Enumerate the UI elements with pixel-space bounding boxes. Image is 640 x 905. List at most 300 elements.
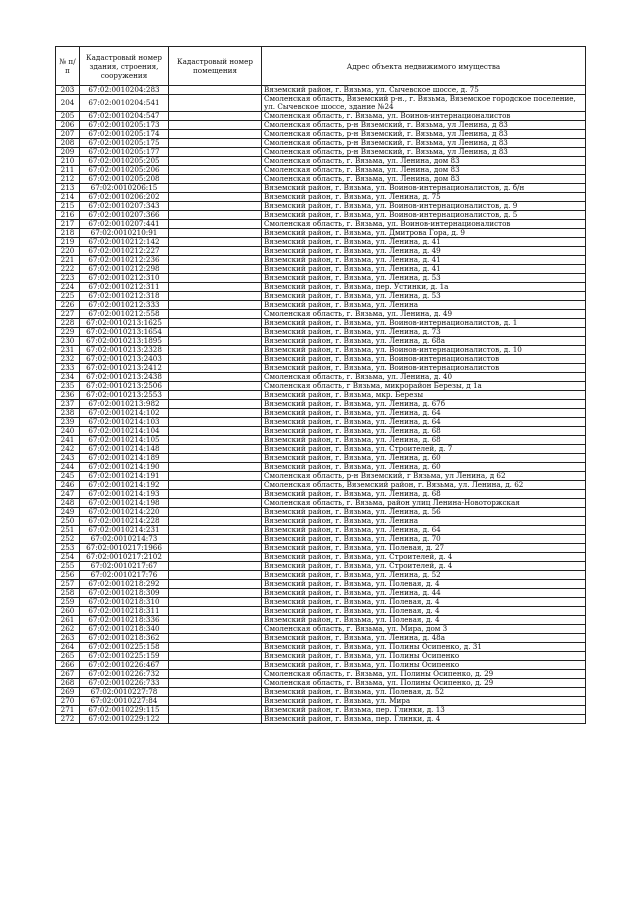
table-row bbox=[56, 283, 586, 292]
row-number: 241 bbox=[56, 436, 80, 445]
address-cell: Вяземский район, г. Вязьма, ул. Ленина, д. 73 bbox=[262, 328, 586, 337]
row-number: 220 bbox=[56, 247, 80, 256]
address-cell: Вяземский район, г. Вязьма, ул. Ленина bbox=[262, 517, 586, 526]
room-number-cell bbox=[169, 175, 262, 184]
room-number-cell bbox=[169, 490, 262, 499]
address-cell: Смоленская область, г. Вязьма, ул. Ленина, д. 40 bbox=[262, 373, 586, 382]
row-number: 260 bbox=[56, 607, 80, 616]
property-table bbox=[55, 46, 586, 724]
address-cell: Смоленская область, р-н Вяземский, г Вязьма, ул Ленина, д 62 bbox=[262, 472, 586, 481]
address-cell: Вяземский район, г. Вязьма, ул. Воинов-интернационалистов, д. 5 bbox=[262, 211, 586, 220]
address-cell: Вяземский район, г. Вязьма, ул. Сычевское шоссе, д. 75 bbox=[262, 86, 586, 95]
address-cell: Вяземский район, г. Вязьма, ул. Воинов-интернационалистов, д. 10 bbox=[262, 346, 586, 355]
address-cell: Вяземский район, г. Вязьма, ул. Полины Осипенко, д. 31 bbox=[262, 643, 586, 652]
row-number: 229 bbox=[56, 328, 80, 337]
table-row bbox=[56, 706, 586, 715]
room-number-cell bbox=[169, 355, 262, 364]
row-number: 215 bbox=[56, 202, 80, 211]
table-row bbox=[56, 445, 586, 454]
cadastral-number-cell: 67:02:0010205:205 bbox=[80, 157, 169, 166]
row-number: 271 bbox=[56, 706, 80, 715]
cadastral-number-cell: 67:02:0010212:142 bbox=[80, 238, 169, 247]
header-cadastral-building: Кадастровый номер здания, строения, сооружения bbox=[80, 47, 169, 86]
address-cell: Вяземский район, г. Вязьма, ул. Ленина, д. 64 bbox=[262, 418, 586, 427]
room-number-cell bbox=[169, 454, 262, 463]
row-number: 262 bbox=[56, 625, 80, 634]
cadastral-number-cell: 67:02:0010217:2102 bbox=[80, 553, 169, 562]
room-number-cell bbox=[169, 112, 262, 121]
cadastral-number-cell: 67:02:0010214:220 bbox=[80, 508, 169, 517]
address-cell: Смоленская область, г. Вязьма, ул. Ленина, д. 49 bbox=[262, 310, 586, 319]
cadastral-number-cell: 67:02:0010226:467 bbox=[80, 661, 169, 670]
table-row bbox=[56, 481, 586, 490]
row-number: 228 bbox=[56, 319, 80, 328]
table-row bbox=[56, 274, 586, 283]
cadastral-number-cell: 67:02:0010214:228 bbox=[80, 517, 169, 526]
address-cell: Вяземский район, г. Вязьма, ул. Ленина, д. 68 bbox=[262, 436, 586, 445]
row-number: 264 bbox=[56, 643, 80, 652]
address-cell: Вяземский район, г. Вязьма, ул. Ленина, д. 60 bbox=[262, 454, 586, 463]
row-number: 236 bbox=[56, 391, 80, 400]
room-number-cell bbox=[169, 319, 262, 328]
address-cell: Смоленская область, г Вязьма, микрорайон Березы, д 1а bbox=[262, 382, 586, 391]
room-number-cell bbox=[169, 148, 262, 157]
table-row bbox=[56, 607, 586, 616]
address-cell: Вяземский район, г. Вязьма, ул. Полевая, д. 4 bbox=[262, 580, 586, 589]
room-number-cell bbox=[169, 86, 262, 95]
row-number: 243 bbox=[56, 454, 80, 463]
cadastral-number-cell: 67:02:0010214:189 bbox=[80, 454, 169, 463]
cadastral-number-cell: 67:02:0010213:2328 bbox=[80, 346, 169, 355]
row-number: 270 bbox=[56, 697, 80, 706]
table-row bbox=[56, 175, 586, 184]
room-number-cell bbox=[169, 481, 262, 490]
room-number-cell bbox=[169, 229, 262, 238]
room-number-cell bbox=[169, 643, 262, 652]
room-number-cell bbox=[169, 292, 262, 301]
cadastral-number-cell: 67:02:0010205:206 bbox=[80, 166, 169, 175]
room-number-cell bbox=[169, 202, 262, 211]
row-number: 231 bbox=[56, 346, 80, 355]
room-number-cell bbox=[169, 382, 262, 391]
table-row bbox=[56, 499, 586, 508]
room-number-cell bbox=[169, 535, 262, 544]
cadastral-number-cell: 67:02:0010205:175 bbox=[80, 139, 169, 148]
cadastral-number-cell: 67:02:0010207:441 bbox=[80, 220, 169, 229]
cadastral-number-cell: 67:02:0010205:174 bbox=[80, 130, 169, 139]
address-cell: Смоленская область, р-н Вяземский, г. Вязьма, ул Ленина, д 83 bbox=[262, 121, 586, 130]
table-row bbox=[56, 193, 586, 202]
row-number: 267 bbox=[56, 670, 80, 679]
header-address: Адрес объекта недвижимого имущества bbox=[262, 47, 586, 86]
table-row bbox=[56, 562, 586, 571]
table-row bbox=[56, 382, 586, 391]
row-number: 207 bbox=[56, 130, 80, 139]
row-number: 255 bbox=[56, 562, 80, 571]
table-row bbox=[56, 526, 586, 535]
cadastral-number-cell: 67:02:0010214:105 bbox=[80, 436, 169, 445]
row-number: 253 bbox=[56, 544, 80, 553]
cadastral-number-cell: 67:02:0010205:208 bbox=[80, 175, 169, 184]
cadastral-number-cell: 67:02:0010213:2403 bbox=[80, 355, 169, 364]
room-number-cell bbox=[169, 166, 262, 175]
room-number-cell bbox=[169, 580, 262, 589]
table-row bbox=[56, 292, 586, 301]
table-row bbox=[56, 184, 586, 193]
row-number: 233 bbox=[56, 364, 80, 373]
room-number-cell bbox=[169, 634, 262, 643]
address-cell: Вяземский район, г. Вязьма, мкр. Березы bbox=[262, 391, 586, 400]
table-row bbox=[56, 328, 586, 337]
room-number-cell bbox=[169, 328, 262, 337]
address-cell: Вяземский район, г. Вязьма, ул. Воинов-интернационалистов, д. 9 bbox=[262, 202, 586, 211]
address-cell: Вяземский район, г. Вязьма, ул. Ленина, д. 68 bbox=[262, 427, 586, 436]
cadastral-number-cell: 67:02:0010213:2412 bbox=[80, 364, 169, 373]
room-number-cell bbox=[169, 625, 262, 634]
address-cell: Вяземский район, г. Вязьма, ул. Ленина, д. 53 bbox=[262, 292, 586, 301]
address-cell: Вяземский район, г. Вязьма, ул. Воинов-интернационалистов bbox=[262, 355, 586, 364]
table-row bbox=[56, 544, 586, 553]
row-number: 203 bbox=[56, 86, 80, 95]
table-row bbox=[56, 598, 586, 607]
room-number-cell bbox=[169, 652, 262, 661]
table-row bbox=[56, 319, 586, 328]
address-cell: Вяземский район, г. Вязьма, ул. Мира bbox=[262, 697, 586, 706]
room-number-cell bbox=[169, 373, 262, 382]
row-number: 240 bbox=[56, 427, 80, 436]
address-cell: Вяземский район, г. Вязьма, ул. Строителей, д. 4 bbox=[262, 562, 586, 571]
row-number: 242 bbox=[56, 445, 80, 454]
address-cell: Вяземский район, г. Вязьма, ул. Ленина, д. 70 bbox=[262, 535, 586, 544]
cadastral-number-cell: 67:02:0010214:198 bbox=[80, 499, 169, 508]
address-cell: Вяземский район, г. Вязьма, ул. Ленина, д. 64 bbox=[262, 409, 586, 418]
address-cell: Вяземский район, г. Вязьма, ул. Ленина, д. 44 bbox=[262, 589, 586, 598]
cadastral-number-cell: 67:02:0010213:1895 bbox=[80, 337, 169, 346]
table-row bbox=[56, 157, 586, 166]
address-cell: Смоленская область, г. Вязьма, ул. Полины Осипенко, д. 29 bbox=[262, 679, 586, 688]
room-number-cell bbox=[169, 436, 262, 445]
table-row bbox=[56, 679, 586, 688]
room-number-cell bbox=[169, 706, 262, 715]
cadastral-number-cell: 67:02:0010212:298 bbox=[80, 265, 169, 274]
room-number-cell bbox=[169, 364, 262, 373]
table-row bbox=[56, 400, 586, 409]
header-num: № п/п bbox=[56, 47, 80, 86]
cadastral-number-cell: 67:02:0010214:103 bbox=[80, 418, 169, 427]
room-number-cell bbox=[169, 616, 262, 625]
address-cell: Вяземский район, г. Вязьма, ул. Дмитрова Гора, д. 9 bbox=[262, 229, 586, 238]
cadastral-number-cell: 67:02:0010229:122 bbox=[80, 715, 169, 724]
address-cell: Вяземский район, г. Вязьма, ул. Полевая, д. 4 bbox=[262, 607, 586, 616]
room-number-cell bbox=[169, 391, 262, 400]
document-page bbox=[55, 46, 585, 724]
table-row bbox=[56, 229, 586, 238]
cadastral-number-cell: 67:02:0010205:173 bbox=[80, 121, 169, 130]
address-cell: Вяземский район, г. Вязьма, ул. Полины Осипенко bbox=[262, 661, 586, 670]
table-row bbox=[56, 652, 586, 661]
room-number-cell bbox=[169, 607, 262, 616]
room-number-cell bbox=[169, 130, 262, 139]
table-row bbox=[56, 643, 586, 652]
row-number: 227 bbox=[56, 310, 80, 319]
table-row bbox=[56, 688, 586, 697]
room-number-cell bbox=[169, 409, 262, 418]
table-row bbox=[56, 95, 586, 112]
address-cell: Смоленская область, г. Вязьма, ул. Ленина, дом 83 bbox=[262, 166, 586, 175]
cadastral-number-cell: 67:02:0010217:67 bbox=[80, 562, 169, 571]
address-cell: Смоленская область, г. Вязьма, ул. Воинов-интернационалистов bbox=[262, 220, 586, 229]
address-cell: Вяземский район, г. Вязьма, ул. Ленина, д. 41 bbox=[262, 238, 586, 247]
address-cell: Смоленская область, г. Вязьма, район улиц Ленина-Новоторжская bbox=[262, 499, 586, 508]
table-row bbox=[56, 418, 586, 427]
cadastral-number-cell: 67:02:0010213:1654 bbox=[80, 328, 169, 337]
table-row bbox=[56, 436, 586, 445]
room-number-cell bbox=[169, 184, 262, 193]
row-number: 204 bbox=[56, 95, 80, 112]
cadastral-number-cell: 67:02:0010218:340 bbox=[80, 625, 169, 634]
address-cell: Вяземский район, г. Вязьма, пер. Устинки, д. 1а bbox=[262, 283, 586, 292]
table-row bbox=[56, 625, 586, 634]
row-number: 226 bbox=[56, 301, 80, 310]
room-number-cell bbox=[169, 139, 262, 148]
room-number-cell bbox=[169, 256, 262, 265]
address-cell: Смоленская область, г. Вязьма, ул. Воинов-интернационалистов bbox=[262, 112, 586, 121]
cadastral-number-cell: 67:02:0010226:732 bbox=[80, 670, 169, 679]
row-number: 249 bbox=[56, 508, 80, 517]
table-row bbox=[56, 346, 586, 355]
row-number: 222 bbox=[56, 265, 80, 274]
address-cell: Вяземский район, г. Вязьма, ул. Полевая, д. 27 bbox=[262, 544, 586, 553]
room-number-cell bbox=[169, 157, 262, 166]
row-number: 210 bbox=[56, 157, 80, 166]
room-number-cell bbox=[169, 472, 262, 481]
address-cell: Вяземский район, г. Вязьма, ул. Полевая, д. 4 bbox=[262, 598, 586, 607]
row-number: 239 bbox=[56, 418, 80, 427]
row-number: 212 bbox=[56, 175, 80, 184]
table-row bbox=[56, 409, 586, 418]
address-cell: Вяземский район, г. Вязьма, пер. Глинки, д. 4 bbox=[262, 715, 586, 724]
cadastral-number-cell: 67:02:0010218:309 bbox=[80, 589, 169, 598]
table-row bbox=[56, 364, 586, 373]
cadastral-number-cell: 67:02:0010212:318 bbox=[80, 292, 169, 301]
cadastral-number-cell: 67:02:0010225:158 bbox=[80, 643, 169, 652]
address-cell: Вяземский район, г. Вязьма, ул. Ленина, д. 49 bbox=[262, 247, 586, 256]
room-number-cell bbox=[169, 346, 262, 355]
row-number: 256 bbox=[56, 571, 80, 580]
cadastral-number-cell: 67:02:0010217:76 bbox=[80, 571, 169, 580]
cadastral-number-cell: 67:02:0010204:547 bbox=[80, 112, 169, 121]
row-number: 244 bbox=[56, 463, 80, 472]
address-cell: Вяземский район, г. Вязьма, ул. Ленина, д. 64 bbox=[262, 526, 586, 535]
header-cadastral-room: Кадастровый номер помещения bbox=[169, 47, 262, 86]
cadastral-number-cell: 67:02:0010227:78 bbox=[80, 688, 169, 697]
row-number: 247 bbox=[56, 490, 80, 499]
table-body bbox=[56, 86, 586, 724]
address-cell: Смоленская область, р-н Вяземский, г. Вязьма, ул Ленина, д 83 bbox=[262, 139, 586, 148]
address-cell: Вяземский район, г. Вязьма, ул. Ленина, д. 41 bbox=[262, 265, 586, 274]
row-number: 214 bbox=[56, 193, 80, 202]
table-row bbox=[56, 310, 586, 319]
cadastral-number-cell: 67:02:0010213:982 bbox=[80, 400, 169, 409]
room-number-cell bbox=[169, 598, 262, 607]
row-number: 232 bbox=[56, 355, 80, 364]
row-number: 272 bbox=[56, 715, 80, 724]
address-cell: Вяземский район, г. Вязьма, ул. Строителей, д. 7 bbox=[262, 445, 586, 454]
address-cell: Вяземский район, г. Вязьма, ул. Ленина, д. 53 bbox=[262, 274, 586, 283]
row-number: 223 bbox=[56, 274, 80, 283]
room-number-cell bbox=[169, 517, 262, 526]
row-number: 234 bbox=[56, 373, 80, 382]
table-row bbox=[56, 220, 586, 229]
cadastral-number-cell: 67:02:0010213:2506 bbox=[80, 382, 169, 391]
room-number-cell bbox=[169, 193, 262, 202]
room-number-cell bbox=[169, 661, 262, 670]
room-number-cell bbox=[169, 499, 262, 508]
row-number: 219 bbox=[56, 238, 80, 247]
row-number: 263 bbox=[56, 634, 80, 643]
room-number-cell bbox=[169, 688, 262, 697]
address-cell: Смоленская область, Вяземский район, г. Вязьма, ул. Ленина, д. 62 bbox=[262, 481, 586, 490]
row-number: 211 bbox=[56, 166, 80, 175]
cadastral-number-cell: 67:02:0010214:191 bbox=[80, 472, 169, 481]
room-number-cell bbox=[169, 211, 262, 220]
room-number-cell bbox=[169, 400, 262, 409]
table-row bbox=[56, 166, 586, 175]
cadastral-number-cell: 67:02:0010218:336 bbox=[80, 616, 169, 625]
row-number: 217 bbox=[56, 220, 80, 229]
address-cell: Вяземский район, г. Вязьма, пер. Глинки, д. 13 bbox=[262, 706, 586, 715]
cadastral-number-cell: 67:02:0010218:311 bbox=[80, 607, 169, 616]
address-cell: Вяземский район, г. Вязьма, ул. Ленина, д. 52 bbox=[262, 571, 586, 580]
room-number-cell bbox=[169, 283, 262, 292]
room-number-cell bbox=[169, 220, 262, 229]
row-number: 216 bbox=[56, 211, 80, 220]
row-number: 251 bbox=[56, 526, 80, 535]
cadastral-number-cell: 67:02:0010206:15 bbox=[80, 184, 169, 193]
room-number-cell bbox=[169, 274, 262, 283]
room-number-cell bbox=[169, 265, 262, 274]
cadastral-number-cell: 67:02:0010204:541 bbox=[80, 95, 169, 112]
address-cell: Смоленская область, г. Вязьма, ул. Полины Осипенко, д. 29 bbox=[262, 670, 586, 679]
cadastral-number-cell: 67:02:0010213:2438 bbox=[80, 373, 169, 382]
row-number: 245 bbox=[56, 472, 80, 481]
row-number: 248 bbox=[56, 499, 80, 508]
table-row bbox=[56, 337, 586, 346]
row-number: 250 bbox=[56, 517, 80, 526]
row-number: 258 bbox=[56, 589, 80, 598]
row-number: 206 bbox=[56, 121, 80, 130]
row-number: 246 bbox=[56, 481, 80, 490]
address-cell: Смоленская область, р-н Вяземский, г. Вязьма, ул Ленина, д 83 bbox=[262, 148, 586, 157]
room-number-cell bbox=[169, 418, 262, 427]
table-row bbox=[56, 634, 586, 643]
table-row bbox=[56, 427, 586, 436]
table-row bbox=[56, 391, 586, 400]
address-cell: Смоленская область, Вяземский р-н., г. Вязьма, Вяземское городское поселение, ул. Сычевское шоссе, здание №24 bbox=[262, 95, 586, 112]
cadastral-number-cell: 67:02:0010214:192 bbox=[80, 481, 169, 490]
address-cell: Смоленская область, г. Вязьма, ул. Ленина, дом 83 bbox=[262, 175, 586, 184]
row-number: 205 bbox=[56, 112, 80, 121]
room-number-cell bbox=[169, 526, 262, 535]
room-number-cell bbox=[169, 463, 262, 472]
table-row bbox=[56, 355, 586, 364]
address-cell: Вяземский район, г. Вязьма, ул. Воинов-интернационалистов, д. 1 bbox=[262, 319, 586, 328]
table-row bbox=[56, 247, 586, 256]
table-row bbox=[56, 670, 586, 679]
table-row bbox=[56, 616, 586, 625]
table-row bbox=[56, 121, 586, 130]
address-cell: Вяземский район, г. Вязьма, ул. Ленина, д. 41 bbox=[262, 256, 586, 265]
cadastral-number-cell: 67:02:0010218:362 bbox=[80, 634, 169, 643]
row-number: 266 bbox=[56, 661, 80, 670]
room-number-cell bbox=[169, 247, 262, 256]
address-cell: Вяземский район, г. Вязьма, ул. Ленина, д. 48а bbox=[262, 634, 586, 643]
cadastral-number-cell: 67:02:0010227:84 bbox=[80, 697, 169, 706]
cadastral-number-cell: 67:02:0010214:231 bbox=[80, 526, 169, 535]
room-number-cell bbox=[169, 589, 262, 598]
room-number-cell bbox=[169, 95, 262, 112]
table-row bbox=[56, 472, 586, 481]
room-number-cell bbox=[169, 238, 262, 247]
address-cell: Смоленская область, г. Вязьма, ул. Ленина, дом 83 bbox=[262, 157, 586, 166]
cadastral-number-cell: 67:02:0010218:292 bbox=[80, 580, 169, 589]
row-number: 259 bbox=[56, 598, 80, 607]
address-cell: Вяземский район, г. Вязьма, ул. Воинов-интернационалистов bbox=[262, 364, 586, 373]
cadastral-number-cell: 67:02:0010207:366 bbox=[80, 211, 169, 220]
table-row bbox=[56, 301, 586, 310]
cadastral-number-cell: 67:02:0010218:310 bbox=[80, 598, 169, 607]
room-number-cell bbox=[169, 508, 262, 517]
room-number-cell bbox=[169, 697, 262, 706]
address-cell: Смоленская область, г. Вязьма, ул. Мира, дом 3 bbox=[262, 625, 586, 634]
cadastral-number-cell: 67:02:0010212:236 bbox=[80, 256, 169, 265]
cadastral-number-cell: 67:02:0010214:190 bbox=[80, 463, 169, 472]
address-cell: Вяземский район, г. Вязьма, ул. Ленина, д. 68а bbox=[262, 337, 586, 346]
row-number: 268 bbox=[56, 679, 80, 688]
room-number-cell bbox=[169, 427, 262, 436]
address-cell: Вяземский район, г. Вязьма, ул. Полины Осипенко bbox=[262, 652, 586, 661]
address-cell: Вяземский район, г. Вязьма, ул. Ленина bbox=[262, 301, 586, 310]
cadastral-number-cell: 67:02:0010229:115 bbox=[80, 706, 169, 715]
cadastral-number-cell: 67:02:0010212:227 bbox=[80, 247, 169, 256]
row-number: 237 bbox=[56, 400, 80, 409]
room-number-cell bbox=[169, 553, 262, 562]
row-number: 230 bbox=[56, 337, 80, 346]
row-number: 257 bbox=[56, 580, 80, 589]
table-row bbox=[56, 211, 586, 220]
cadastral-number-cell: 67:02:0010207:343 bbox=[80, 202, 169, 211]
row-number: 235 bbox=[56, 382, 80, 391]
table-row bbox=[56, 454, 586, 463]
room-number-cell bbox=[169, 337, 262, 346]
row-number: 221 bbox=[56, 256, 80, 265]
table-row bbox=[56, 265, 586, 274]
table-row bbox=[56, 238, 586, 247]
address-cell: Вяземский район, г. Вязьма, ул. Ленина, д. 60 bbox=[262, 463, 586, 472]
table-row bbox=[56, 661, 586, 670]
cadastral-number-cell: 67:02:0010225:159 bbox=[80, 652, 169, 661]
table-row bbox=[56, 697, 586, 706]
cadastral-number-cell: 67:02:0010206:202 bbox=[80, 193, 169, 202]
cadastral-number-cell: 67:02:0010214:148 bbox=[80, 445, 169, 454]
table-row bbox=[56, 580, 586, 589]
row-number: 252 bbox=[56, 535, 80, 544]
table-row bbox=[56, 553, 586, 562]
cadastral-number-cell: 67:02:0010210:91 bbox=[80, 229, 169, 238]
cadastral-number-cell: 67:02:0010214:102 bbox=[80, 409, 169, 418]
cadastral-number-cell: 67:02:0010213:1625 bbox=[80, 319, 169, 328]
cadastral-number-cell: 67:02:0010204:283 bbox=[80, 86, 169, 95]
